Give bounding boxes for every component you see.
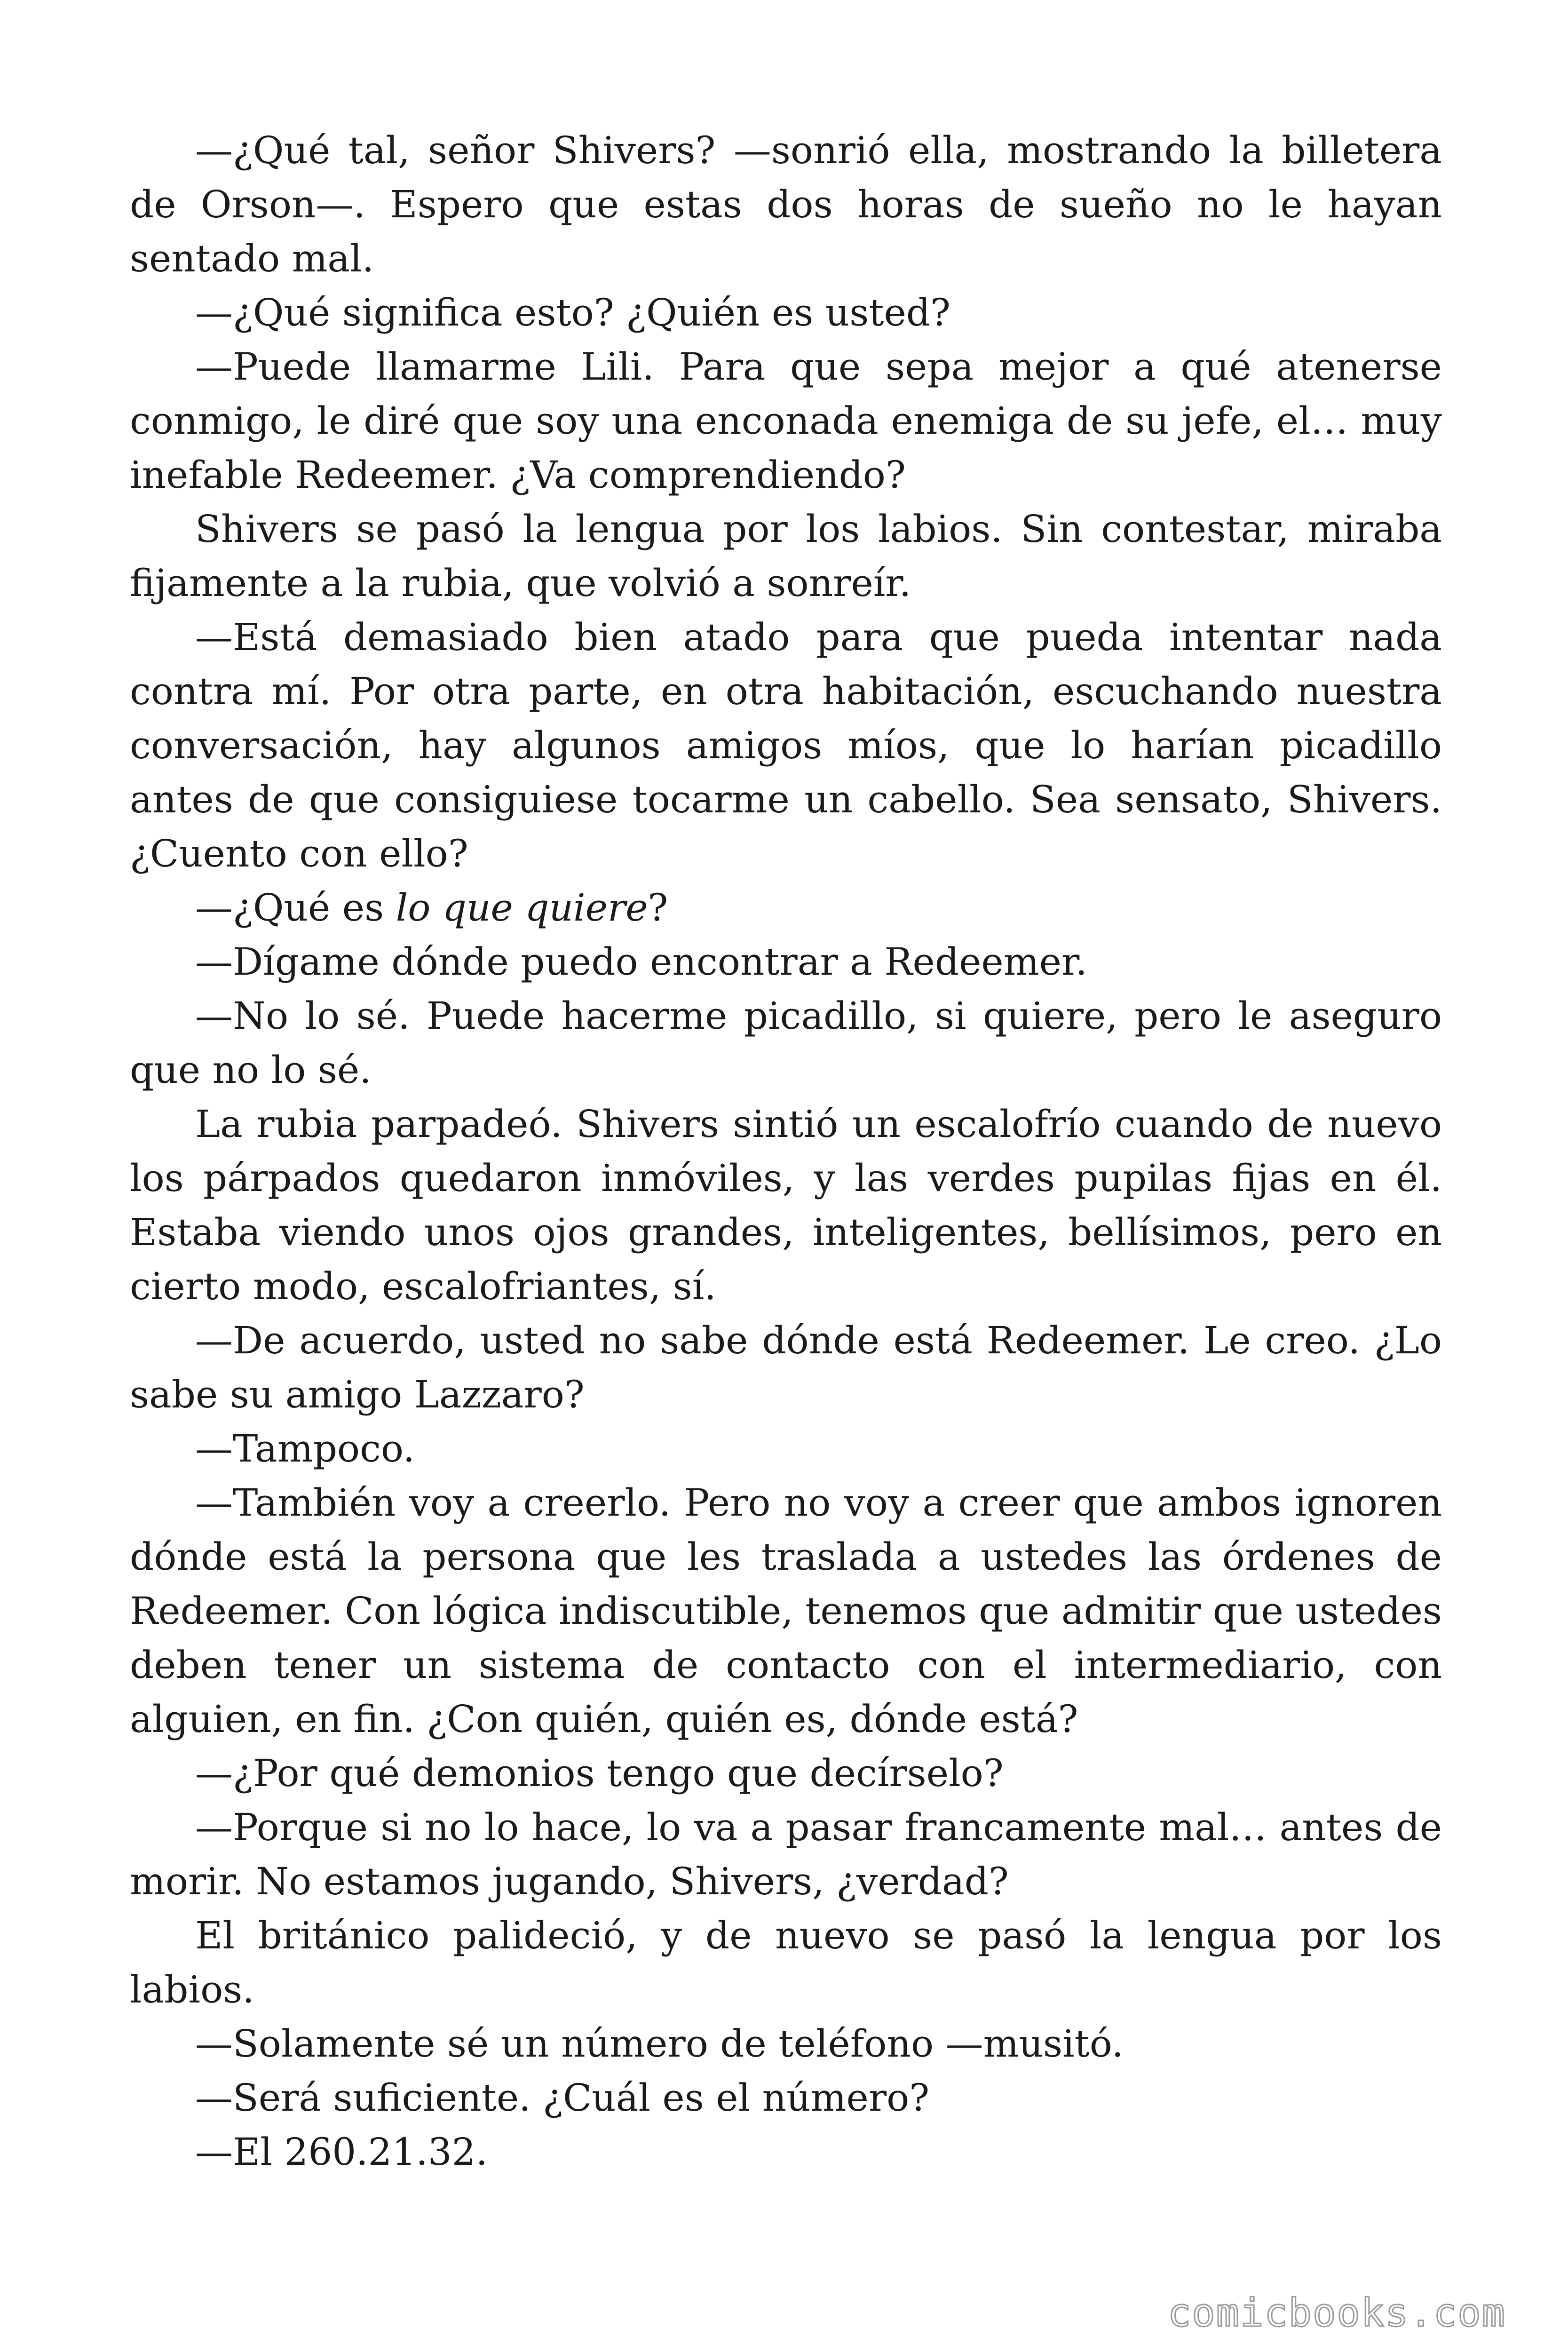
paragraph: —Tampoco. xyxy=(195,1427,415,1470)
paragraph: —¿Qué significa esto? ¿Quién es usted? xyxy=(195,291,950,334)
paragraph: —De acuerdo, usted no sabe dónde está Redeemer. Le creo. ¿Lo sabe su amigo Lazzaro? xyxy=(130,1319,1442,1416)
paragraph-text-before: —¿Qué es xyxy=(195,886,396,930)
paragraph: —También voy a creerlo. Pero no voy a creer que ambos ignoren dónde está la persona que les traslada a ustedes las órdenes de Redeemer. Con lógica indiscutible, tenemos que admitir que ustedes deben tener un sistema de contacto con el intermediario, con alguien, en fin. ¿Con quién, quién es, dónde está? xyxy=(130,1481,1442,1741)
paragraph: —Porque si no lo hace, lo va a pasar francamente mal… antes de morir. No estamos jugando, Shivers, ¿verdad? xyxy=(130,1805,1442,1903)
italic-phrase: lo que quiere xyxy=(396,886,648,930)
paragraph: —¿Qué tal, señor Shivers? —sonrió ella, mostrando la billetera de Orson—. Espero que estas dos horas de sueño no le hayan sentado mal. xyxy=(130,128,1442,280)
paragraph: —Solamente sé un número de teléfono —musitó. xyxy=(195,2022,1124,2066)
paragraph: Shivers se pasó la lengua por los labios. Sin contestar, miraba fijamente a la rubia, que volvió a sonreír. xyxy=(130,507,1442,605)
paragraph: El británico palideció, y de nuevo se pasó la lengua por los labios. xyxy=(130,1914,1442,2011)
paragraph: —¿Por qué demonios tengo que decírselo? xyxy=(195,1751,1004,1795)
paragraph: —Dígame dónde puedo encontrar a Redeemer. xyxy=(195,940,1087,984)
paragraph: —Puede llamarme Lili. Para que sepa mejor a qué atenerse conmigo, le diré que soy una enconada enemiga de su jefe, el… muy inefable Redeemer. ¿Va comprendiendo? xyxy=(130,345,1442,497)
watermark: comicbooks.com xyxy=(1167,2291,1506,2336)
paragraph: —Será suficiente. ¿Cuál es el número? xyxy=(195,2076,930,2120)
body-text xyxy=(130,123,1442,2179)
paragraph-text-after: ? xyxy=(648,886,668,930)
paragraph: —El 260.21.32. xyxy=(195,2130,488,2174)
paragraph: La rubia parpadeó. Shivers sintió un escalofrío cuando de nuevo los párpados quedaron inmóviles, y las verdes pupilas fijas en él. Estaba viendo unos ojos grandes, inteligentes, bellísimos, pero en cierto modo, escalofriantes, sí. xyxy=(130,1102,1442,1308)
paragraph: —No lo sé. Puede hacerme picadillo, si quiere, pero le aseguro que no lo sé. xyxy=(130,994,1442,1092)
paragraph xyxy=(130,881,1442,935)
paragraph: —Está demasiado bien atado para que pueda intentar nada contra mí. Por otra parte, en otra habitación, escuchando nuestra conversación, hay algunos amigos míos, que lo harían picadillo antes de que consiguiese tocarme un cabello. Sea sensato, Shivers. ¿Cuento con ello? xyxy=(130,615,1442,875)
